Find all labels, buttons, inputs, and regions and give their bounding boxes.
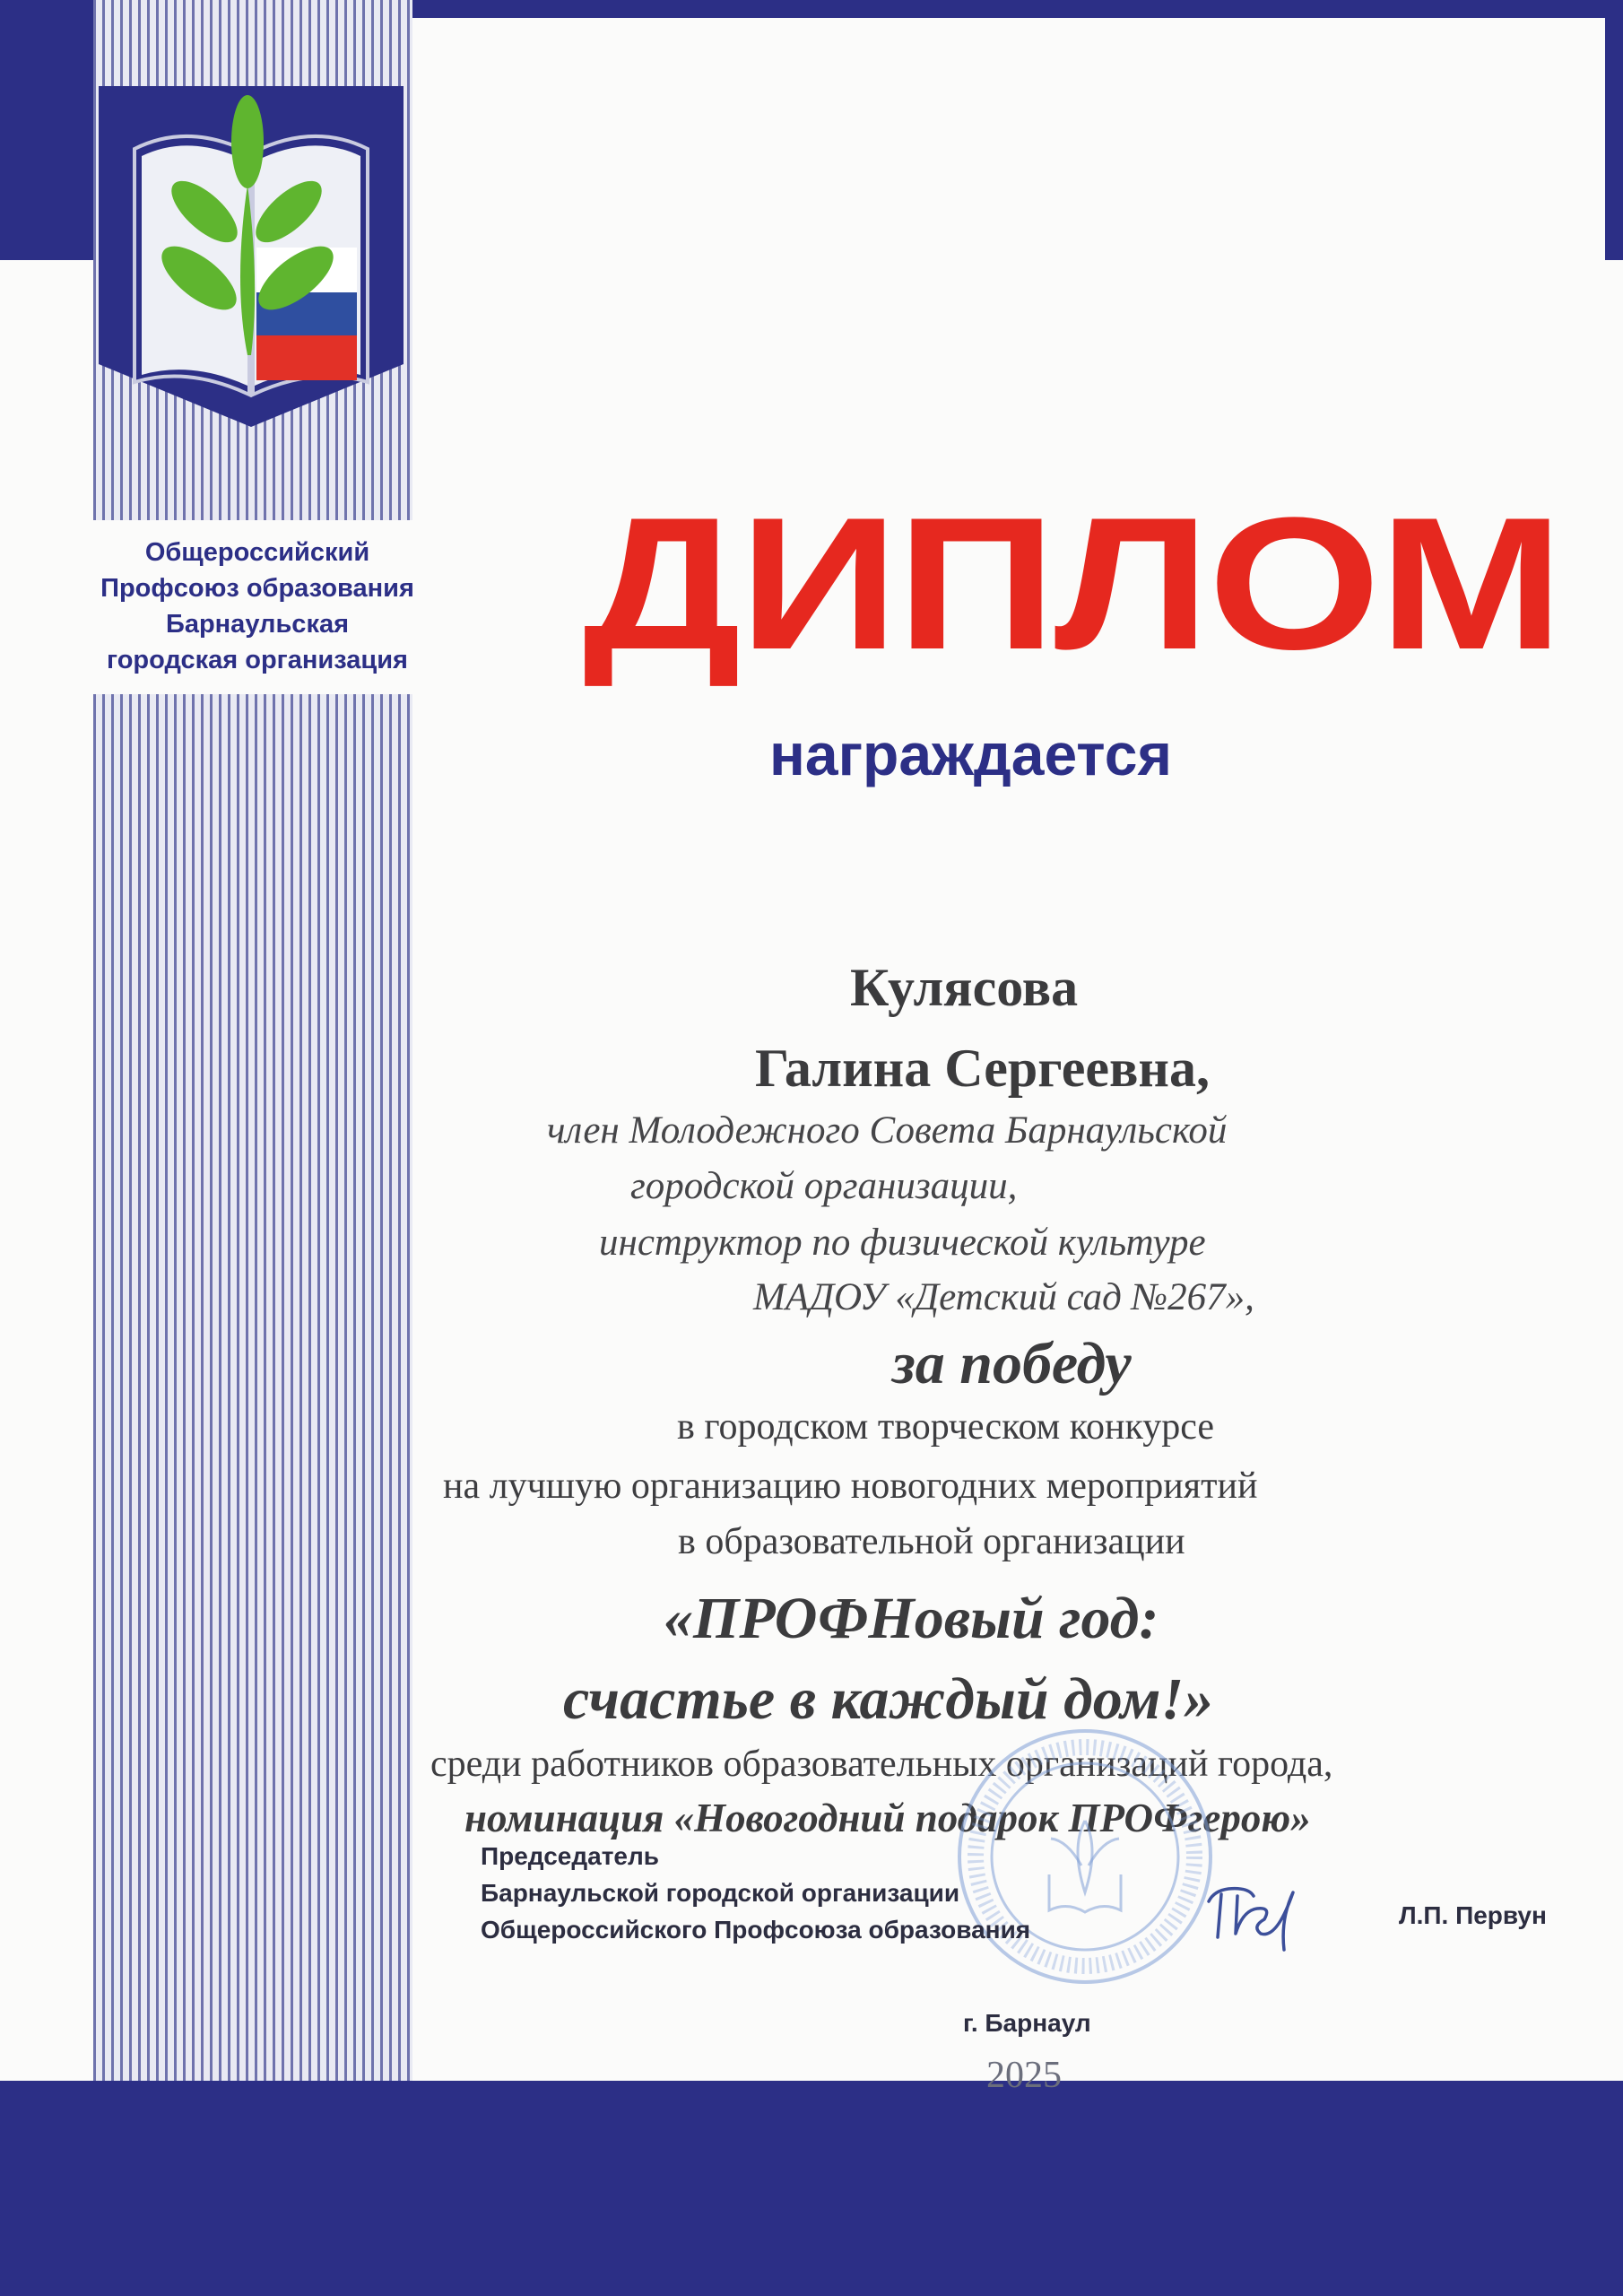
awarded-label: награждается <box>769 721 1172 787</box>
contest-description-line: в городском творческом конкурсе <box>677 1406 1215 1448</box>
for-victory-heading: за победу <box>892 1331 1132 1396</box>
participants-line: среди работников образовательных организаций города, <box>430 1744 1333 1785</box>
contest-description-line: на лучшую организацию новогодних мероприятий <box>443 1465 1258 1507</box>
recipient-last-name: Кулясова <box>850 958 1079 1017</box>
diploma-title: ДИПЛОМ <box>583 478 1562 689</box>
organization-line: Профсоюз образования <box>100 574 414 603</box>
nomination-line: номинация «Новогодний подарок ПРОФгерою» <box>464 1796 1311 1840</box>
city-label: г. Барнаул <box>963 2009 1091 2037</box>
organization-line: Общероссийский <box>144 538 370 567</box>
contest-name-line: счастье в каждый дом!» <box>563 1666 1214 1732</box>
contest-description-line: в образовательной организации <box>678 1521 1185 1562</box>
position-line: городской организации, <box>630 1165 1018 1207</box>
decorative-stripes-lower <box>93 682 412 2081</box>
organization-line: городская организация <box>107 646 408 674</box>
recipient-first-names: Галина Сергеевна, <box>755 1039 1210 1098</box>
bottom-blue-band <box>0 2081 1623 2296</box>
position-line: инструктор по физической культуре <box>599 1222 1206 1264</box>
signatory-title-line: Барнаульской городской организации <box>481 1879 960 1907</box>
year-label: 2025 <box>986 2055 1062 2096</box>
signatory-name: Л.П. Первун <box>1399 1901 1547 1929</box>
position-line: МАДОУ «Детский сад №267», <box>753 1276 1254 1318</box>
organization-name <box>82 529 432 694</box>
signatory-title-line: Общероссийского Профсоюза образования <box>481 1916 1031 1944</box>
handwritten-signature-icon <box>1202 1874 1309 1955</box>
signatory-title-line: Председатель <box>481 1842 659 1870</box>
stamp-seal-icon <box>950 1722 1219 1991</box>
contest-name-line: «ПРОФНовый год: <box>664 1586 1159 1651</box>
organization-line: Барнаульская <box>165 610 350 639</box>
union-logo-icon <box>99 86 404 427</box>
position-line: член Молодежного Совета Барнаульской <box>547 1109 1228 1152</box>
